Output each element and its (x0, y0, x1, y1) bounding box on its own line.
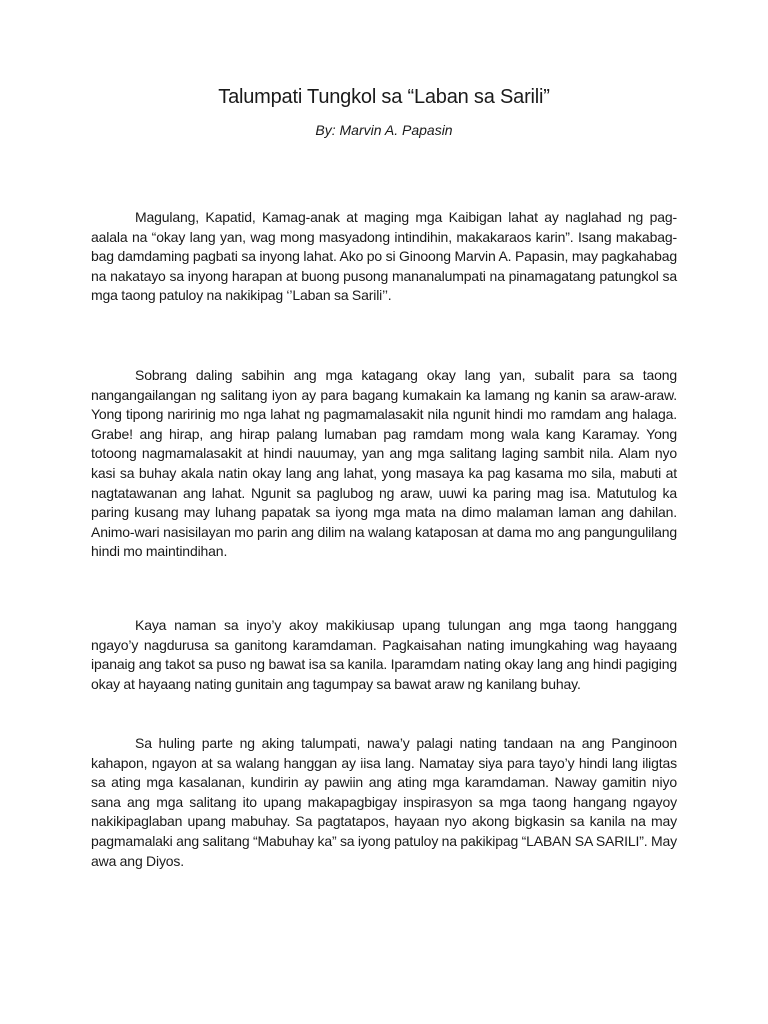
paragraph-2: Sobrang daling sabihin ang mga katagang okay lang yan, subalit para sa taong nangangailangan ng salitang iyon ay para bagang kumakain ka lamang ng kanin sa araw-araw. Yong tipong naririnig mo nga lahat ng pagmamalasakit nila ngunit hindi mo ramdam ang halaga. Grabe! ang hirap, ang hirap palang lumaban pag ramdam mong wala kang Karamay. Yong totoong nagmamalasakit at hindi nauumay, yan ang mga salitang laging sambit nila. Alam nyo kasi sa buhay akala natin okay lang ang lahat, yong masaya ka pag kasama mo sila, mabuti at nagtatawanan ang lahat. Ngunit sa paglubog ng araw, uuwi ka paring mag isa. Matutulog ka paring kusang may luhang papatak sa iyong mga mata na dimo malaman laman ang dahilan. Animo-wari nasisilayan mo parin ang dilim na walang kataposan at dama mo ang pangungulilang hindi mo maintindihan. (91, 367, 677, 560)
paragraph-1: Magulang, Kapatid, Kamag-anak at maging mga Kaibigan lahat ay naglahad ng pag-aalala na “okay lang yan, wag mong masyadong intindihin, makakaraos karin”. Isang makabag-bag damdaming pagbati sa inyong lahat. Ako po si Ginoong Marvin A. Papasin, may pagkahabag na nakatayo sa inyong harapan at buong pusong mananalumpati na pinamagatang patungkol sa mga taong patuloy na nakikipag ‘’Laban sa Sarili’’. (91, 209, 677, 304)
document-title: Talumpati Tungkol sa “Laban sa Sarili” (218, 86, 550, 108)
author-byline: By: Marvin A. Papasin (315, 122, 453, 138)
paragraph-3: Kaya naman sa inyo’y akoy makikiusap upang tulungan ang mga taong hanggang ngayo’y nagdurusa sa ganitong karamdaman. Pagkaisahan nating imungkahing wag hayaang ipanaig ang takot sa puso ng bawat isa sa kanila. Iparamdam nating okay lang ang hindi pagiging okay at hayaang nating gunitain ang tagumpay sa bawat araw ng kanilang buhay. (91, 617, 677, 692)
paragraph-4: Sa huling parte ng aking talumpati, nawa’y palagi nating tandaan na ang Panginoon kahapon, ngayon at sa walang hanggan ay iisa lang. Namatay siya para tayo’y hindi lang iligtas sa ating mga kasalanan, kundirin ay pawiin ang ating mga karamdaman. Naway gamitin niyo sana ang mga salitang ito upang makapagbigay inspirasyon sa mga taong hangang ngayoy nakikipaglaban upang mabuhay. Sa pagtatapos, hayaan nyo akong bigkasin sa kanila na may pagmamalaki ang salitang “Mabuhay ka” sa iyong patuloy na pakikipag “LABAN SA SARILI”. May awa ang Diyos. (91, 735, 677, 869)
